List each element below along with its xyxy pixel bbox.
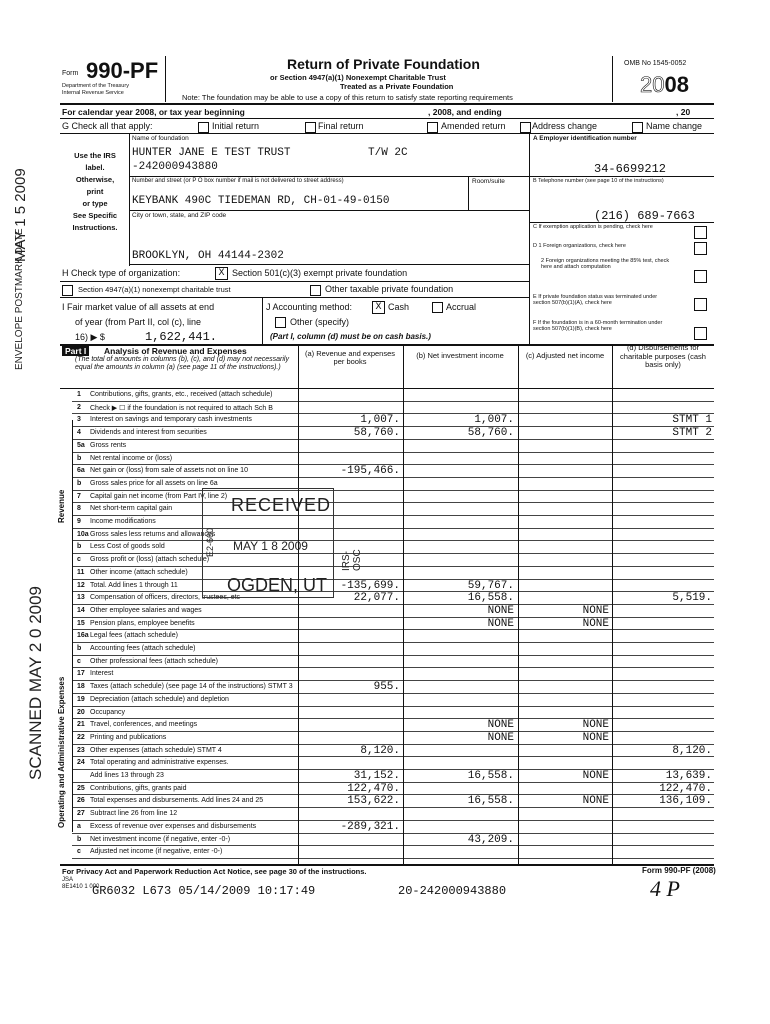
row-number: 26 [77,797,85,805]
foreign-org-checkbox[interactable] [694,242,707,255]
col-a-value[interactable]: -195,466. [340,465,400,478]
row-number: 9 [77,518,81,525]
rule [60,388,714,389]
room-label: Room/suite [472,178,505,185]
form-subtitle: or Section 4947(a)(1) Nonexempt Charitable Trust [270,73,446,82]
row-label: Net rental income or (loss) [90,454,173,462]
row-label: Taxes (attach schedule) (see page 14 of the instructions) STMT 3 [90,683,293,691]
row-label: Pension plans, employee benefits [90,619,195,627]
row-label: Dividends and interest from securities [90,429,207,437]
street-label: Number and street (or P O box number if mail is not delivered to street address) [132,178,344,184]
row-rule [72,502,714,503]
row-label: Interest on savings and temporary cash investments [90,416,252,424]
received-stamp [202,488,363,598]
section-4947-label: Section 4947(a)(1) nonexempt charitable trust [78,285,231,294]
row-label: Legal fees (attach schedule) [90,632,178,640]
use-irs-label [62,150,128,234]
initial-return-label: Initial return [212,121,260,131]
col-c-value[interactable]: NONE [582,617,609,630]
name-change-checkbox[interactable] [632,122,643,133]
tax-year-prefix: 20 [640,72,665,97]
part1-desc: (The total of amounts in columns (b), (c), and (d) may not necessarily equal the amounts in column (a) (see page 11 of the instructions).) [75,356,289,371]
rule [518,388,519,864]
col-d-value[interactable]: 122,470. [659,782,712,795]
rule [60,297,529,298]
row-label: Other expenses (attach schedule) STMT 4 [90,746,222,754]
received-stamp-irs: IRS-OSC [341,549,363,571]
tax-year-suffix: 08 [664,72,689,97]
received-stamp-code: E2-660 [205,527,215,557]
col-b-value[interactable]: NONE [487,617,514,630]
check-all-label: G Check all that apply: [62,121,153,131]
col-a-value[interactable]: -289,321. [340,820,400,833]
address-change-checkbox[interactable] [520,122,531,133]
rule [529,134,530,344]
name-change-label: Name change [646,121,703,131]
col-b-value[interactable]: 59,767. [467,579,514,592]
row-rule [72,401,714,402]
calendar-end: , 20 [676,107,691,117]
row-label: Income modifications [90,518,156,525]
col-a-value[interactable]: 153,622. [347,795,400,808]
header-divider [165,56,166,102]
row-number: b [77,835,82,843]
rule [129,264,529,265]
rule [612,388,613,864]
row-label: Gross rents [90,441,127,449]
rule [60,864,714,866]
row-number: 20 [77,708,85,716]
rule [60,281,529,282]
use-irs-label-line: print [86,187,104,196]
rule [529,176,714,177]
form-note: Note: The foundation may be able to use a copy of this return to satisfy state reporting requirements [182,93,513,102]
org-type-label: H Check type of organization: [62,268,181,278]
other-method-label: Other (specify) [290,317,350,327]
initial-return-checkbox[interactable] [198,122,209,133]
termination-60-label: F If the foundation is in a 60-month termination under section 507(b)(1)(B), check here [533,320,663,332]
cash-label: Cash [388,302,410,312]
col-b-value[interactable]: NONE [487,604,514,617]
row-label: Depreciation (attach schedule) and depletion [90,695,229,703]
address-change-label: Address change [532,121,598,131]
row-label: Interest [90,670,114,678]
row-rule [72,490,714,491]
section-501c3-checkbox[interactable]: X [215,267,228,280]
form-title: Return of Private Foundation [287,56,480,72]
col-d-value[interactable]: STMT 2 [672,427,712,440]
row-rule [72,667,714,668]
cash-basis-note: (Part I, column (d) must be on cash basis.) [270,332,431,341]
col-a-value[interactable]: -135,699. [340,579,400,592]
rule [298,344,299,388]
fmv-label-2: of year (from Part II, col (c), line [75,317,202,327]
row-number: c [77,556,81,564]
row-number: b [77,543,82,551]
rule [518,344,519,388]
row-label: Occupancy [90,708,126,716]
use-irs-label-line: See Specific [72,211,118,220]
handwritten-initials: 4 P [650,876,680,901]
termination-60-checkbox[interactable] [694,327,707,340]
row-number: 12 [77,581,85,589]
row-label: Gross sales price for all assets on line 6a [90,479,218,487]
row-rule [72,604,714,605]
row-label: Other professional fees (attach schedule) [90,657,219,665]
col-a-value[interactable]: 1,007. [360,414,400,427]
row-label: Excess of revenue over expenses and disbursements [90,822,257,830]
form-number: 990-PF [86,58,159,83]
street-address[interactable]: KEYBANK 490C TIEDEMAN RD, CH-01-49-0150 [132,195,390,207]
row-label: Add lines 13 through 23 [90,772,164,779]
calendar-line: For calendar year 2008, or tax year beginning [62,107,245,117]
row-label: Net short-term capital gain [90,505,173,513]
col-a-value[interactable]: 58,760. [353,427,400,440]
section-4947-checkbox[interactable] [62,285,73,296]
revenue-side-label: Revenue [57,489,66,523]
row-number: 2 [77,403,81,411]
use-irs-label-line: Otherwise, [75,175,115,184]
row-number: 14 [77,606,85,614]
part1-title: Analysis of Revenue and Expenses [104,346,247,356]
row-rule [72,858,714,859]
row-number: b [77,479,82,487]
scanned-stamp: SCANNED MAY 2 0 2009 [26,585,45,780]
ein-label: A Employer identification number [533,135,637,142]
rule [60,133,714,134]
form-footer-tag: Form 990-PF (2008) [642,866,716,875]
row-number: 22 [77,733,85,741]
col-b-header: (b) Net investment income [416,351,504,360]
accrual-checkbox[interactable] [432,302,443,313]
rule [60,118,714,119]
row-number: 18 [77,683,85,691]
row-label: Subtract line 26 from line 12 [90,810,178,818]
row-label: Net investment income (if negative, enter -0-) [90,835,231,843]
phone-value[interactable]: (216) 689-7663 [594,209,695,223]
row-rule [72,642,714,643]
row-number: a [77,822,81,830]
rule [612,344,613,388]
rule [298,388,299,864]
col-b-value[interactable]: 16,558. [467,770,514,782]
col-a-header: (a) Revenue and expenses per books [304,349,396,366]
row-number: 6a [77,467,85,475]
row-label: Total expenses and disbursements. Add lines 24 and 25 [90,797,264,805]
row-number: 11 [77,568,85,576]
row-label: Net gain or (loss) from sale of assets not on line 10 [90,467,248,475]
row-rule [72,566,714,567]
col-d-value[interactable]: 136,109. [659,795,712,808]
row-label: Compensation of officers, directors, trustees, etc [90,594,241,602]
row-number: 19 [77,695,85,703]
row-number: 3 [77,416,81,424]
row-rule [72,528,714,529]
row-number: 5a [77,441,85,449]
row-label: Travel, conferences, and meetings [90,721,198,729]
foundation-name[interactable]: HUNTER JANE E TEST TRUST [132,147,291,159]
col-d-value[interactable]: 13,639. [665,770,712,782]
omb-number: OMB No 1545-0052 [624,60,687,67]
row-rule [72,845,714,846]
city-label: City or town, state, and ZIP code [132,212,227,219]
col-d-value[interactable]: 8,120. [672,744,712,757]
privacy-notice: For Privacy Act and Paperwork Reduction Act Notice, see page 30 of the instructions. [62,867,367,876]
row-rule [72,706,714,707]
amended-return-checkbox[interactable] [427,122,438,133]
row-label: Total operating and administrative expenses. [90,759,229,767]
row-label: Gross sales less returns and allowances [90,530,216,538]
rule [129,134,130,266]
col-d-value[interactable]: STMT 1 [672,414,712,427]
row-rule [72,477,714,478]
row-number: 13 [77,594,85,602]
final-return-label: Final return [318,121,364,131]
row-number: 10a [77,530,89,538]
row-rule [72,807,714,808]
ein-value[interactable]: 34-6699212 [594,162,667,176]
rule [262,297,263,344]
col-c-value[interactable]: NONE [582,719,609,732]
col-b-value[interactable]: 1,007. [474,414,514,427]
col-a-value[interactable]: 8,120. [360,744,400,757]
row-number: 25 [77,784,85,792]
cash-checkbox[interactable]: X [372,301,385,314]
form-prefix: Form [62,70,79,77]
terminated-status-checkbox[interactable] [694,298,707,311]
accounting-method-label: J Accounting method: [266,302,353,312]
document-id: 20-242000943880 [398,884,507,898]
exemption-pending-label: C If exemption application is pending, check here [533,224,653,230]
terminated-status-label: E If private foundation status was terminated under section 507(b)(1)(A), check here [533,294,658,306]
row-label: Contributions, gifts, grants paid [90,784,187,792]
row-rule [72,693,714,694]
row-number: 4 [77,429,81,437]
col-c-value[interactable]: NONE [582,770,609,782]
irs-line: Internal Revenue Service [62,90,124,96]
col-c-value[interactable]: NONE [582,731,609,744]
col-a-value[interactable]: 22,077. [353,592,400,605]
received-stamp-location: OGDEN, UT [227,575,328,595]
row-label: Accounting fees (attach schedule) [90,645,196,652]
col-b-value[interactable]: 16,558. [467,795,514,808]
row-rule [72,629,714,630]
expenses-side-label: Operating and Administrative Expenses [57,676,66,828]
dept-line: Department of the Treasury [62,83,129,89]
rule [72,420,73,832]
foreign-org-label: D 1 Foreign organizations, check here [533,243,626,249]
col-c-value[interactable]: NONE [582,795,609,808]
rule [403,344,404,388]
row-number: 15 [77,619,85,627]
header-divider-right [612,56,613,102]
row-label: Printing and publications [90,733,167,741]
row-rule [72,756,714,757]
row-rule [72,617,714,618]
col-b-value[interactable]: 16,558. [467,592,514,605]
jsa-code: 8E1410 1 000 [62,884,100,890]
col-a-value[interactable]: 955. [373,681,400,694]
row-label: Less Cost of goods sold [90,543,165,551]
col-b-value[interactable]: NONE [487,731,514,744]
col-b-value[interactable]: 58,760. [467,427,514,440]
accrual-label: Accrual [446,302,477,312]
received-stamp-text: RECEIVED [231,495,332,515]
row-number: 23 [77,746,85,754]
rule [529,222,714,223]
row-label: Check ▶ ☐ if the foundation is not required to attach Sch B [90,404,273,412]
col-a-value[interactable]: 122,470. [347,782,400,795]
exemption-pending-checkbox[interactable] [694,226,707,239]
row-number: 27 [77,810,85,818]
section-501c3-label: Section 501(c)(3) exempt private foundation [232,268,408,278]
envelope-stamp-date: MAY 1 5 2009 [12,168,29,262]
row-label: Gross profit or (loss) (attach schedule) [90,556,210,564]
row-number: b [77,454,82,462]
foundation-name-suffix: T/W 2C [368,147,408,159]
row-label: Contributions, gifts, grants, etc., received (attach schedule) [90,391,273,398]
final-return-checkbox[interactable] [305,122,316,133]
envelope-stamp-text: ENVELOPE POSTMARK DATE [14,228,25,370]
row-number: 21 [77,721,85,729]
row-rule [72,452,714,453]
city-state-zip[interactable]: BROOKLYN, OH 44144-2302 [132,250,284,262]
foreign-85-checkbox[interactable] [694,270,707,283]
row-label: Other employee salaries and wages [90,606,202,614]
rule [129,210,529,211]
row-number: 24 [77,759,85,767]
row-number: 17 [77,670,85,678]
use-irs-label-line: Use the IRS [74,151,116,160]
calendar-mid: , 2008, and ending [428,107,502,117]
row-label: Total. Add lines 1 through 11 [90,581,178,589]
received-stamp-date: MAY 1 8 2009 [233,539,308,553]
batch-stamp: GR6032 L673 05/14/2009 10:17:49 [92,884,316,898]
col-d-value[interactable]: 5,519. [672,592,712,605]
part1-tag: Part I [62,346,89,356]
tax-year [640,72,689,98]
foreign-85-label: 2 Foreign organizations meeting the 85% test, check here and attach computation [541,258,670,270]
row-number: 7 [77,492,81,500]
row-number: c [77,657,81,665]
use-irs-label-line: label. [85,163,105,172]
amended-return-label: Amended return [441,121,506,131]
rule [60,103,714,105]
other-method-checkbox[interactable] [275,317,286,328]
rule [468,176,469,210]
row-number: 8 [77,505,81,513]
rule [403,388,404,864]
form-subtitle-2: Treated as a Private Foundation [340,82,454,91]
row-rule [72,553,714,554]
row-rule [72,731,714,732]
rule [129,176,529,177]
col-c-header: (c) Adjusted net income [525,351,605,360]
row-label: Capital gain net income (from Part IV, line 2) [90,492,228,500]
foundation-name-line2[interactable]: -242000943880 [132,161,218,173]
row-label: Adjusted net income (if negative, enter -0-) [90,848,223,856]
row-rule [72,515,714,516]
row-rule [72,439,714,440]
col-d-header: (d) Disbursements for charitable purposes (cash basis only) [620,343,706,369]
row-rule [72,718,714,719]
fmv-label-3: 16) ▶ $ [75,332,105,342]
other-taxable-label: Other taxable private foundation [325,284,454,294]
row-label: Other income (attach schedule) [90,568,188,576]
use-irs-label-line: Instructions. [72,223,118,232]
row-number: 1 [77,391,81,398]
row-rule [72,833,714,834]
row-number: c [77,848,81,856]
row-rule [72,540,714,541]
phone-label: B Telephone number (see page 10 of the instructions) [533,178,664,184]
jsa-label: JSA [62,877,74,883]
name-label: Name of foundation [132,135,189,142]
other-taxable-checkbox[interactable] [310,285,321,296]
col-c-value[interactable]: NONE [582,604,609,617]
row-number: b [77,645,82,652]
col-b-value[interactable]: NONE [487,719,514,732]
use-irs-label-line: or type [82,199,108,208]
row-rule [72,655,714,656]
col-a-value[interactable]: 31,152. [353,770,400,782]
row-number: 16a [77,632,89,640]
fmv-label: I Fair market value of all assets at end [62,302,215,312]
col-b-value[interactable]: 43,209. [467,833,514,846]
fmv-value[interactable]: 1,622,441. [145,330,218,344]
